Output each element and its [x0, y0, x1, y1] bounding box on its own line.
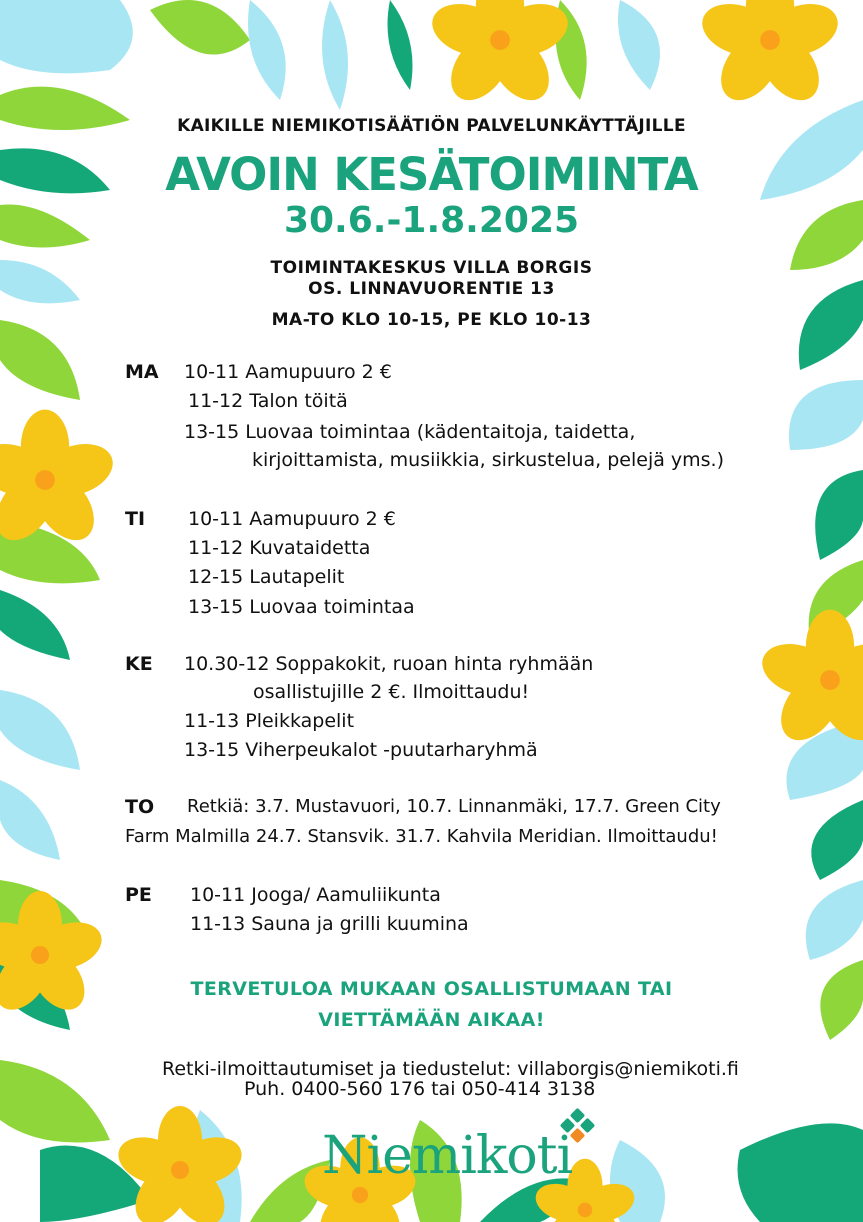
- contact-phone: Puh. 0400-560 176 tai 050-414 3138: [244, 1078, 596, 1100]
- leaf-right: [760, 100, 863, 1040]
- schedule-item: 10-11 Aamupuuro 2 €: [188, 508, 396, 530]
- schedule-item: 11-12 Kuvataidetta: [188, 537, 371, 559]
- schedule-item: 10.30-12 Soppakokit, ruoan hinta ryhmään: [184, 653, 594, 675]
- schedule-item: kirjoittamista, musiikkia, sirkustelua, pelejä yms.): [252, 449, 725, 471]
- day-label-ma: MA: [125, 361, 159, 383]
- day-label-ti: TI: [125, 508, 146, 530]
- flower-top-right: [696, 0, 845, 111]
- day-label-to: TO: [125, 796, 155, 818]
- schedule-item: 12-15 Lautapelit: [188, 566, 345, 588]
- page-title: AVOIN KESÄTOIMINTA: [165, 148, 698, 201]
- schedule-item: Farm Malmilla 24.7. Stansvik. 31.7. Kahvila Meridian. Ilmoittaudu!: [125, 826, 718, 847]
- flower-left: [0, 410, 119, 552]
- schedule-item: 13-15 Luovaa toimintaa (kädentaitoja, taidetta,: [184, 421, 636, 443]
- schedule-item: osallistujille 2 €. Ilmoittaudu!: [253, 681, 530, 703]
- event-dates: 30.6.-1.8.2025: [283, 200, 580, 241]
- flower-top: [426, 0, 575, 111]
- schedule-item: 11-13 Pleikkapelit: [184, 710, 355, 732]
- welcome-line-2: VIETTÄMÄÄN AIKAA!: [318, 1009, 545, 1031]
- flower-right: [756, 610, 863, 752]
- contact-email: Retki-ilmoittautumiset ja tiedustelut: villaborgis@niemikoti.fi: [162, 1058, 739, 1080]
- schedule-item: Retkiä: 3.7. Mustavuori, 10.7. Linnanmäki, 17.7. Green City: [187, 796, 721, 817]
- opening-hours: MA-TO KLO 10-15, PE KLO 10-13: [271, 310, 592, 330]
- location-name: TOIMINTAKESKUS VILLA BORGIS: [270, 258, 593, 278]
- niemikoti-logo: [322, 1108, 592, 1192]
- schedule-item: 10-11 Jooga/ Aamuliikunta: [190, 884, 441, 906]
- welcome-line-1: TERVETULOA MUKAAN OSALLISTUMAAN TAI: [190, 978, 673, 1000]
- day-label-pe: PE: [125, 884, 152, 906]
- schedule-item: 13-15 Viherpeukalot -puutarharyhmä: [184, 739, 538, 761]
- schedule-item: 11-12 Talon töitä: [188, 390, 348, 412]
- location-address: OS. LINNAVUORENTIE 13: [308, 279, 555, 299]
- audience-heading: KAIKILLE NIEMIKOTISÄÄTIÖN PALVELUNKÄYTTÄJILLE: [177, 116, 686, 136]
- schedule-item: 11-13 Sauna ja grilli kuumina: [190, 913, 469, 935]
- schedule-item: 13-15 Luovaa toimintaa: [188, 596, 415, 618]
- day-label-ke: KE: [125, 653, 153, 675]
- logo-wordmark: Niemikoti: [322, 1126, 573, 1186]
- schedule-item: 10-11 Aamupuuro 2 €: [184, 361, 392, 383]
